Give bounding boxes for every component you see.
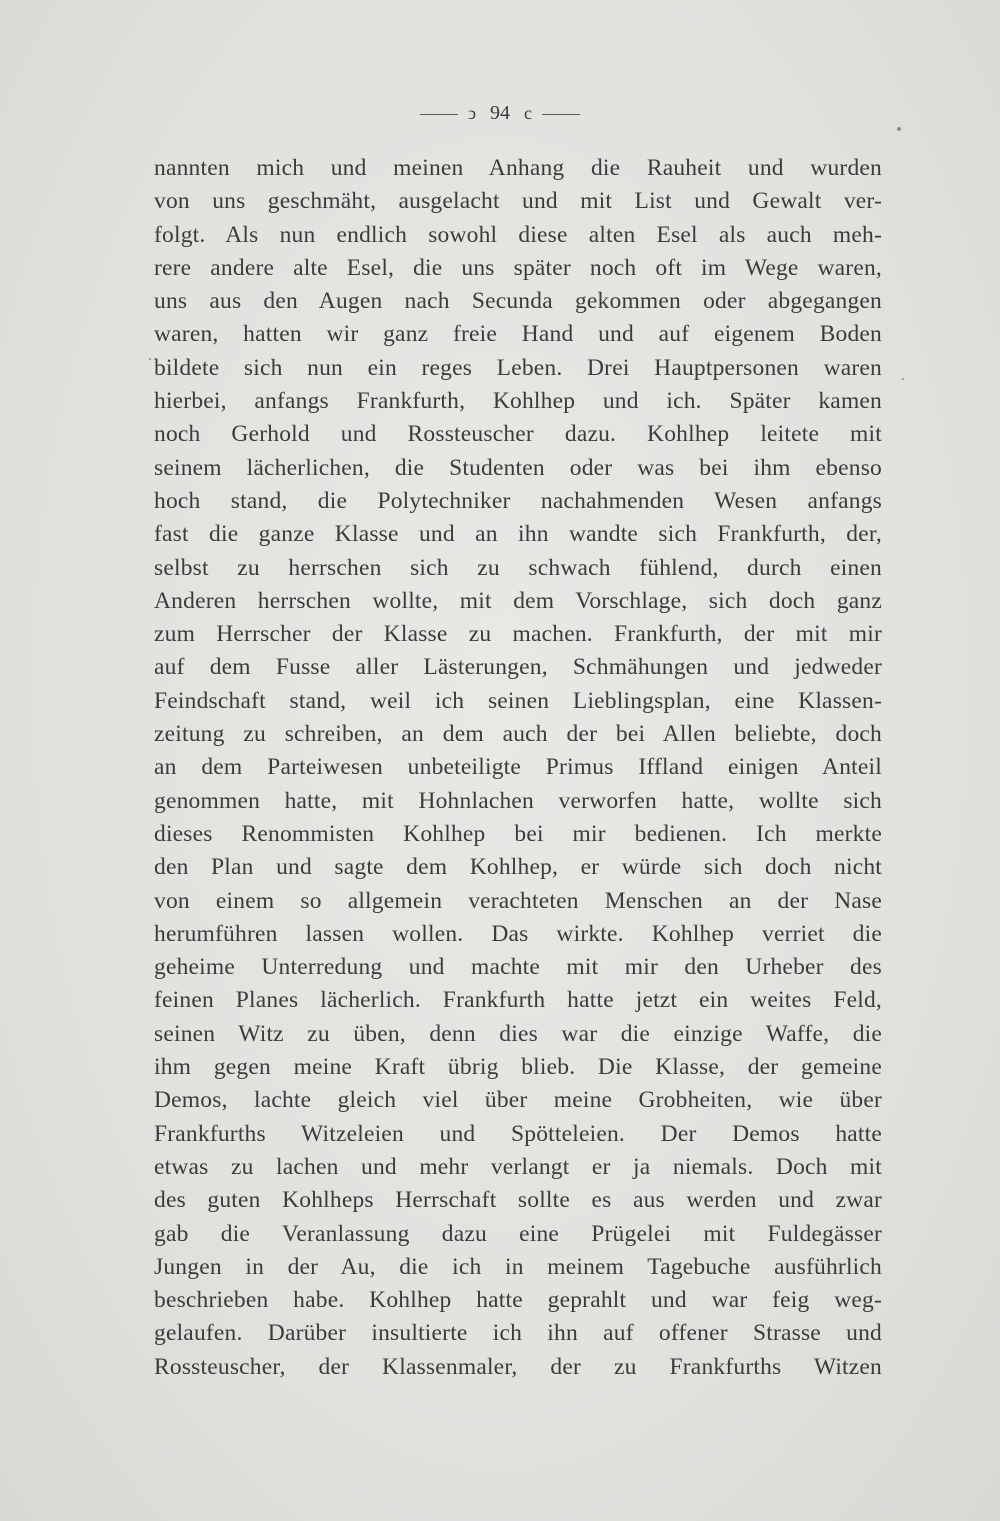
text-line: folgt. Als nun endlich sowohl diese alten Esel als auch meh-	[154, 221, 882, 248]
text-line: waren, hatten wir ganz freie Hand und auf eigenem Boden	[154, 321, 882, 348]
page-header	[0, 98, 1000, 128]
text-line: uns aus den Augen nach Secunda gekommen oder abgegangen	[154, 288, 882, 315]
text-line: Anderen herrschen wollte, mit dem Vorschlage, sich doch ganz	[154, 587, 882, 614]
text-line: seinen Witz zu üben, denn dies war die einzige Waffe, die	[154, 1020, 882, 1047]
text-line: seinem lächerlichen, die Studenten oder was bei ihm ebenso	[154, 454, 882, 481]
text-line: beschrieben habe. Kohlhep hatte geprahlt und war feig weg-	[154, 1287, 882, 1314]
text-line: rere andere alte Esel, die uns später noch oft im Wege waren,	[154, 254, 882, 281]
text-line: Jungen in der Au, die ich in meinem Tagebuche ausführlich	[154, 1253, 882, 1280]
text-line: herumführen lassen wollen. Das wirkte. Kohlhep verriet die	[154, 920, 882, 947]
text-line: gelaufen. Darüber insultierte ich ihn auf offener Strasse und	[154, 1320, 882, 1347]
text-line: zum Herrscher der Klasse zu machen. Frankfurth, der mit mir	[154, 621, 882, 648]
text-line: noch Gerhold und Rossteuscher dazu. Kohlhep leitete mit	[154, 421, 882, 448]
text-line: an dem Parteiwesen unbeteiligte Primus Iffland einigen Anteil	[154, 754, 882, 781]
text-line: gab die Veranlassung dazu eine Prügelei mit Fuldegässer	[154, 1220, 882, 1247]
text-line: ihm gegen meine Kraft übrig blieb. Die Klasse, der gemeine	[154, 1054, 882, 1081]
text-line: den Plan und sagte dem Kohlhep, er würde sich doch nicht	[154, 854, 882, 881]
text-line: Rossteuscher, der Klassenmaler, der zu Frankfurths Witzen	[154, 1353, 882, 1380]
paper-speck	[149, 358, 151, 360]
text-line: Demos, lachte gleich viel über meine Grobheiten, wie über	[154, 1087, 882, 1114]
text-line: auf dem Fusse aller Lästerungen, Schmähungen und jedweder	[154, 654, 882, 681]
text-line: fast die ganze Klasse und an ihn wandte sich Frankfurth, der,	[154, 521, 882, 548]
text-line: des guten Kohlheps Herrschaft sollte es aus werden und zwar	[154, 1187, 882, 1214]
header-right-ornament: c	[524, 103, 532, 123]
text-line: selbst zu herrschen sich zu schwach fühlend, durch einen	[154, 554, 882, 581]
text-line: etwas zu lachen und mehr verlangt er ja niemals. Doch mit	[154, 1153, 882, 1180]
page-number: 94	[490, 102, 510, 124]
text-line: Feindschaft stand, weil ich seinen Lieblingsplan, eine Klassen-	[154, 687, 882, 714]
header-left-rule	[420, 114, 458, 115]
paper-speck	[902, 378, 904, 380]
text-line: hoch stand, die Polytechniker nachahmenden Wesen anfangs	[154, 487, 882, 514]
text-line: geheime Unterredung und machte mit mir den Urheber des	[154, 954, 882, 981]
text-line: von einem so allgemein verachteten Menschen an der Nase	[154, 887, 882, 914]
header-left-ornament: ↄ	[468, 103, 476, 123]
text-line: von uns geschmäht, ausgelacht und mit List und Gewalt ver-	[154, 188, 882, 215]
text-line: hierbei, anfangs Frankfurth, Kohlhep und ich. Später kamen	[154, 388, 882, 415]
text-line: nannten mich und meinen Anhang die Rauheit und wurden	[154, 155, 882, 181]
text-line: genommen hatte, mit Hohnlachen verworfen hatte, wollte sich	[154, 787, 882, 814]
text-line: bildete sich nun ein reges Leben. Drei Hauptpersonen waren	[154, 354, 882, 381]
text-line: Frankfurths Witzeleien und Spötteleien. Der Demos hatte	[154, 1120, 882, 1147]
text-line: zeitung zu schreiben, an dem auch der bei Allen beliebte, doch	[154, 721, 882, 748]
header-right-rule	[542, 114, 580, 115]
text-line: feinen Planes lächerlich. Frankfurth hatte jetzt ein weites Feld,	[154, 987, 882, 1014]
text-line: dieses Renommisten Kohlhep bei mir bedienen. Ich merkte	[154, 820, 882, 847]
body-text	[154, 152, 882, 1384]
paper-speck	[897, 127, 901, 131]
